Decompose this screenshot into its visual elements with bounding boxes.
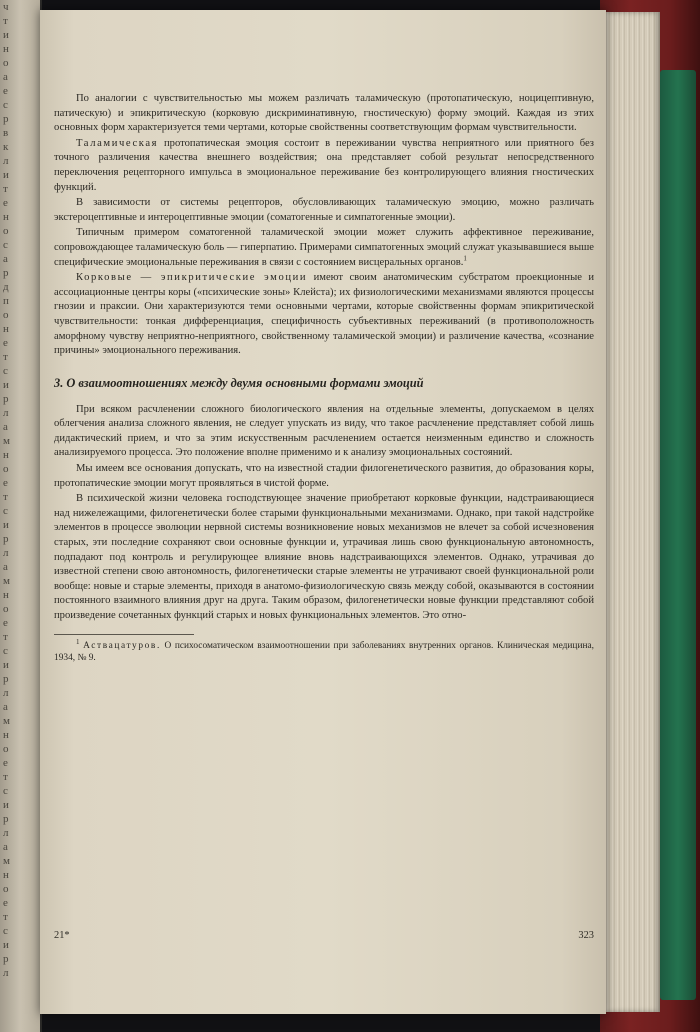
- paragraph-body: имеют своим анатомическим субстратом проекционные и ассоциационные центры коры («психические зоны» Клейста); их физиологическими механизмами являются процессы гнозии и праксии. Они характеризуются теми основными чертами, которые свойственны формам эпикритической чувствительности: тонкая дифференциация, специфичность субъективных переживаний (в противоположность аморфному чувству неприятно-неприятного, свойственному таламической эмоции) и различение качества, «сознание причины» эмоционального переживания.: [54, 272, 594, 357]
- previous-page-fragment: т: [3, 631, 8, 643]
- previous-page-fragment: л: [3, 407, 9, 419]
- previous-page-fragment: т: [3, 183, 8, 195]
- previous-page-fragment: р: [3, 813, 9, 825]
- previous-page-fragment: с: [3, 239, 8, 251]
- previous-page-fragment: п: [3, 295, 9, 307]
- previous-page-fragment: л: [3, 827, 9, 839]
- paragraph-body: протопатическая эмоция состоит в переживании чувства неприятного или приятного без точного различения качества внешнего воздействия; она представляет собой результат непосредственного переключения рецепторного импульса в эмоциональное переживание без контролирующего влияния гностических функций.: [54, 137, 594, 193]
- footnote-mark: 1: [76, 637, 80, 646]
- footnote-text: О психосоматическом взаимоотношении при заболеваниях внутренних органов. Клиническая медицина, 1934, № 9.: [54, 640, 594, 664]
- previous-page-fragment: т: [3, 911, 8, 923]
- previous-page-fragment: о: [3, 883, 9, 895]
- paragraph: Мы имеем все основания допускать, что на известной стадии филогенетического развития, до образования коры, протопатические эмоции могут проявляться в чистой форме.: [54, 463, 594, 489]
- paragraph: [54, 226, 594, 270]
- previous-page-fragment: д: [3, 281, 9, 293]
- previous-page-fragment: е: [3, 85, 8, 97]
- previous-page-fragment: т: [3, 15, 8, 27]
- footnote-ref: 1: [463, 254, 467, 262]
- previous-page-fragment: с: [3, 785, 8, 797]
- previous-page-fragment: р: [3, 267, 9, 279]
- paragraph: В зависимости от системы рецепторов, обусловливающих таламическую эмоцию, можно различать экстероцептивные и интероцептивные эмоции (соматогенные и симпатогенные эмоции).: [54, 197, 594, 223]
- previous-page-fragment: е: [3, 477, 8, 489]
- previous-page-fragment: е: [3, 337, 8, 349]
- previous-page-fragment: м: [3, 435, 10, 447]
- book-page: [40, 10, 606, 1014]
- page-number: 323: [578, 930, 594, 941]
- previous-page-fragment: с: [3, 645, 8, 657]
- previous-page-fragment: а: [3, 841, 8, 853]
- previous-page-fragment: а: [3, 253, 8, 265]
- paragraph: [54, 137, 594, 195]
- paragraph: [54, 271, 594, 359]
- previous-page-fragment: м: [3, 575, 10, 587]
- previous-page-fragment: в: [3, 127, 9, 139]
- previous-page-fragment: а: [3, 421, 8, 433]
- previous-page-fragment: н: [3, 589, 9, 601]
- previous-page-fragment: р: [3, 393, 9, 405]
- previous-page-fragment: и: [3, 169, 9, 181]
- previous-page-fragment: с: [3, 505, 8, 517]
- previous-page-fragment: с: [3, 365, 8, 377]
- previous-page-fragment: н: [3, 43, 9, 55]
- previous-page-fragment: т: [3, 491, 8, 503]
- book-spine-bookmark: [660, 70, 696, 1000]
- previous-page-fragment: л: [3, 547, 9, 559]
- previous-page-fragment: л: [3, 155, 9, 167]
- previous-page-fragment: ч: [3, 1, 9, 13]
- previous-page-fragment: к: [3, 141, 9, 153]
- previous-page-fragment: о: [3, 463, 9, 475]
- previous-page-fragment: а: [3, 561, 8, 573]
- paragraph: При всяком расчленении сложного биологического явления на отдельные элементы, допускаемом в целях облегчения анализа сложного явления, не следует упускать из виду, что такое расчленение представляет собой лишь дидактический прием, и что за этим искусственным расчленением остается неизменным единство и сложность анализируемого процесса. Это положение вполне применимо и к анализу эмоциональных состояний.: [54, 403, 594, 459]
- previous-page-fragment: н: [3, 449, 9, 461]
- previous-page-fragment: и: [3, 939, 9, 951]
- previous-page-fragment: а: [3, 701, 8, 713]
- previous-page-fragment: с: [3, 99, 8, 111]
- previous-page-fragment: о: [3, 603, 9, 615]
- previous-page-fragment: о: [3, 743, 9, 755]
- previous-page-fragment: и: [3, 799, 9, 811]
- spaced-term: Корковые — эпикритические эмоции: [76, 272, 308, 284]
- previous-page-edge: [0, 0, 42, 1032]
- previous-page-fragment: е: [3, 757, 8, 769]
- previous-page-fragment: и: [3, 519, 9, 531]
- section-heading: 3. О взаимоотношениях между двумя основными формами эмоций: [54, 375, 424, 390]
- previous-page-fragment: и: [3, 29, 9, 41]
- printer-signature: 21*: [54, 930, 70, 941]
- previous-page-fragment: м: [3, 855, 10, 867]
- previous-page-fragment: л: [3, 687, 9, 699]
- previous-page-fragment: е: [3, 197, 8, 209]
- previous-page-fragment: р: [3, 113, 9, 125]
- paragraph-body: Типичным примером соматогенной таламической эмоции может служить аффективное переживание, сопровождающее таламическую боль — гиперпатию. Примерами симпатогенных эмоций служат указывавшиеся выше специфические эмоциональные переживания в связи с состоянием висцеральных органов.: [54, 227, 594, 268]
- page-footer: [54, 930, 594, 941]
- previous-page-fragment: р: [3, 953, 9, 965]
- previous-page-fragment: н: [3, 869, 9, 881]
- previous-page-fragment: р: [3, 673, 9, 685]
- previous-page-fragment: а: [3, 71, 8, 83]
- previous-page-fragment: е: [3, 897, 8, 909]
- previous-page-fragment: н: [3, 729, 9, 741]
- previous-page-fragment: о: [3, 225, 9, 237]
- footnote-author: Аствацатуров.: [83, 640, 161, 651]
- previous-page-fragment: о: [3, 309, 9, 321]
- previous-page-fragment: и: [3, 659, 9, 671]
- page-text: [54, 92, 594, 665]
- previous-page-fragment: о: [3, 57, 9, 69]
- previous-page-fragment: р: [3, 533, 9, 545]
- previous-page-fragment: е: [3, 617, 8, 629]
- previous-page-fragment: м: [3, 715, 10, 727]
- previous-page-fragment: н: [3, 211, 9, 223]
- previous-page-fragment: л: [3, 967, 9, 979]
- previous-page-fragment: т: [3, 351, 8, 363]
- footnote: [54, 637, 594, 665]
- paragraph: В психической жизни человека господствующее значение приобретают корковые функции, надстраивающиеся над нижележащими, филогенетически более старыми функциональными механизмами. Однако, при такой надстройке элементов в процессе эволюции нервной системы возникновение новых механизмов не влечет за собой исчезновения старых, эти последние сохраняют свои основные функции и, утрачивая лишь свою функциональную автономность, подпадают под контроль и регулирующее влияние вновь надстраивающихся элементов. Однако, утрачивая до известной степени свою автономность, филогенетически старые элементы не утрачивают своей функциональной роли вообще: новые и старые элементы, приходя в анатомо-физиологическую связь между собой, оказываются в состоянии постоянного взаимного влияния друг на друга. Таким образом, филогенетически новые функции представляют собой произведение сочетанных функций старых и новых функциональных элементов. Это отно-: [54, 493, 594, 621]
- paragraph: По аналогии с чувствительностью мы можем различать таламическую (протопатическую, ноцицептивную, патическую) и эпикритическую (корковую дискриминативную, гностическую) форму эмоций. Каждая из этих основных форм характеризуется теми чертами, которые свойственны соответствующим формам чувствительности.: [54, 93, 594, 134]
- previous-page-fragment: с: [3, 925, 8, 937]
- previous-page-fragment: и: [3, 379, 9, 391]
- spaced-term: Таламическая: [76, 137, 159, 149]
- previous-page-fragment: н: [3, 323, 9, 335]
- previous-page-fragment: т: [3, 771, 8, 783]
- page-stack-edge: [606, 12, 660, 1012]
- footnote-divider: [54, 634, 194, 635]
